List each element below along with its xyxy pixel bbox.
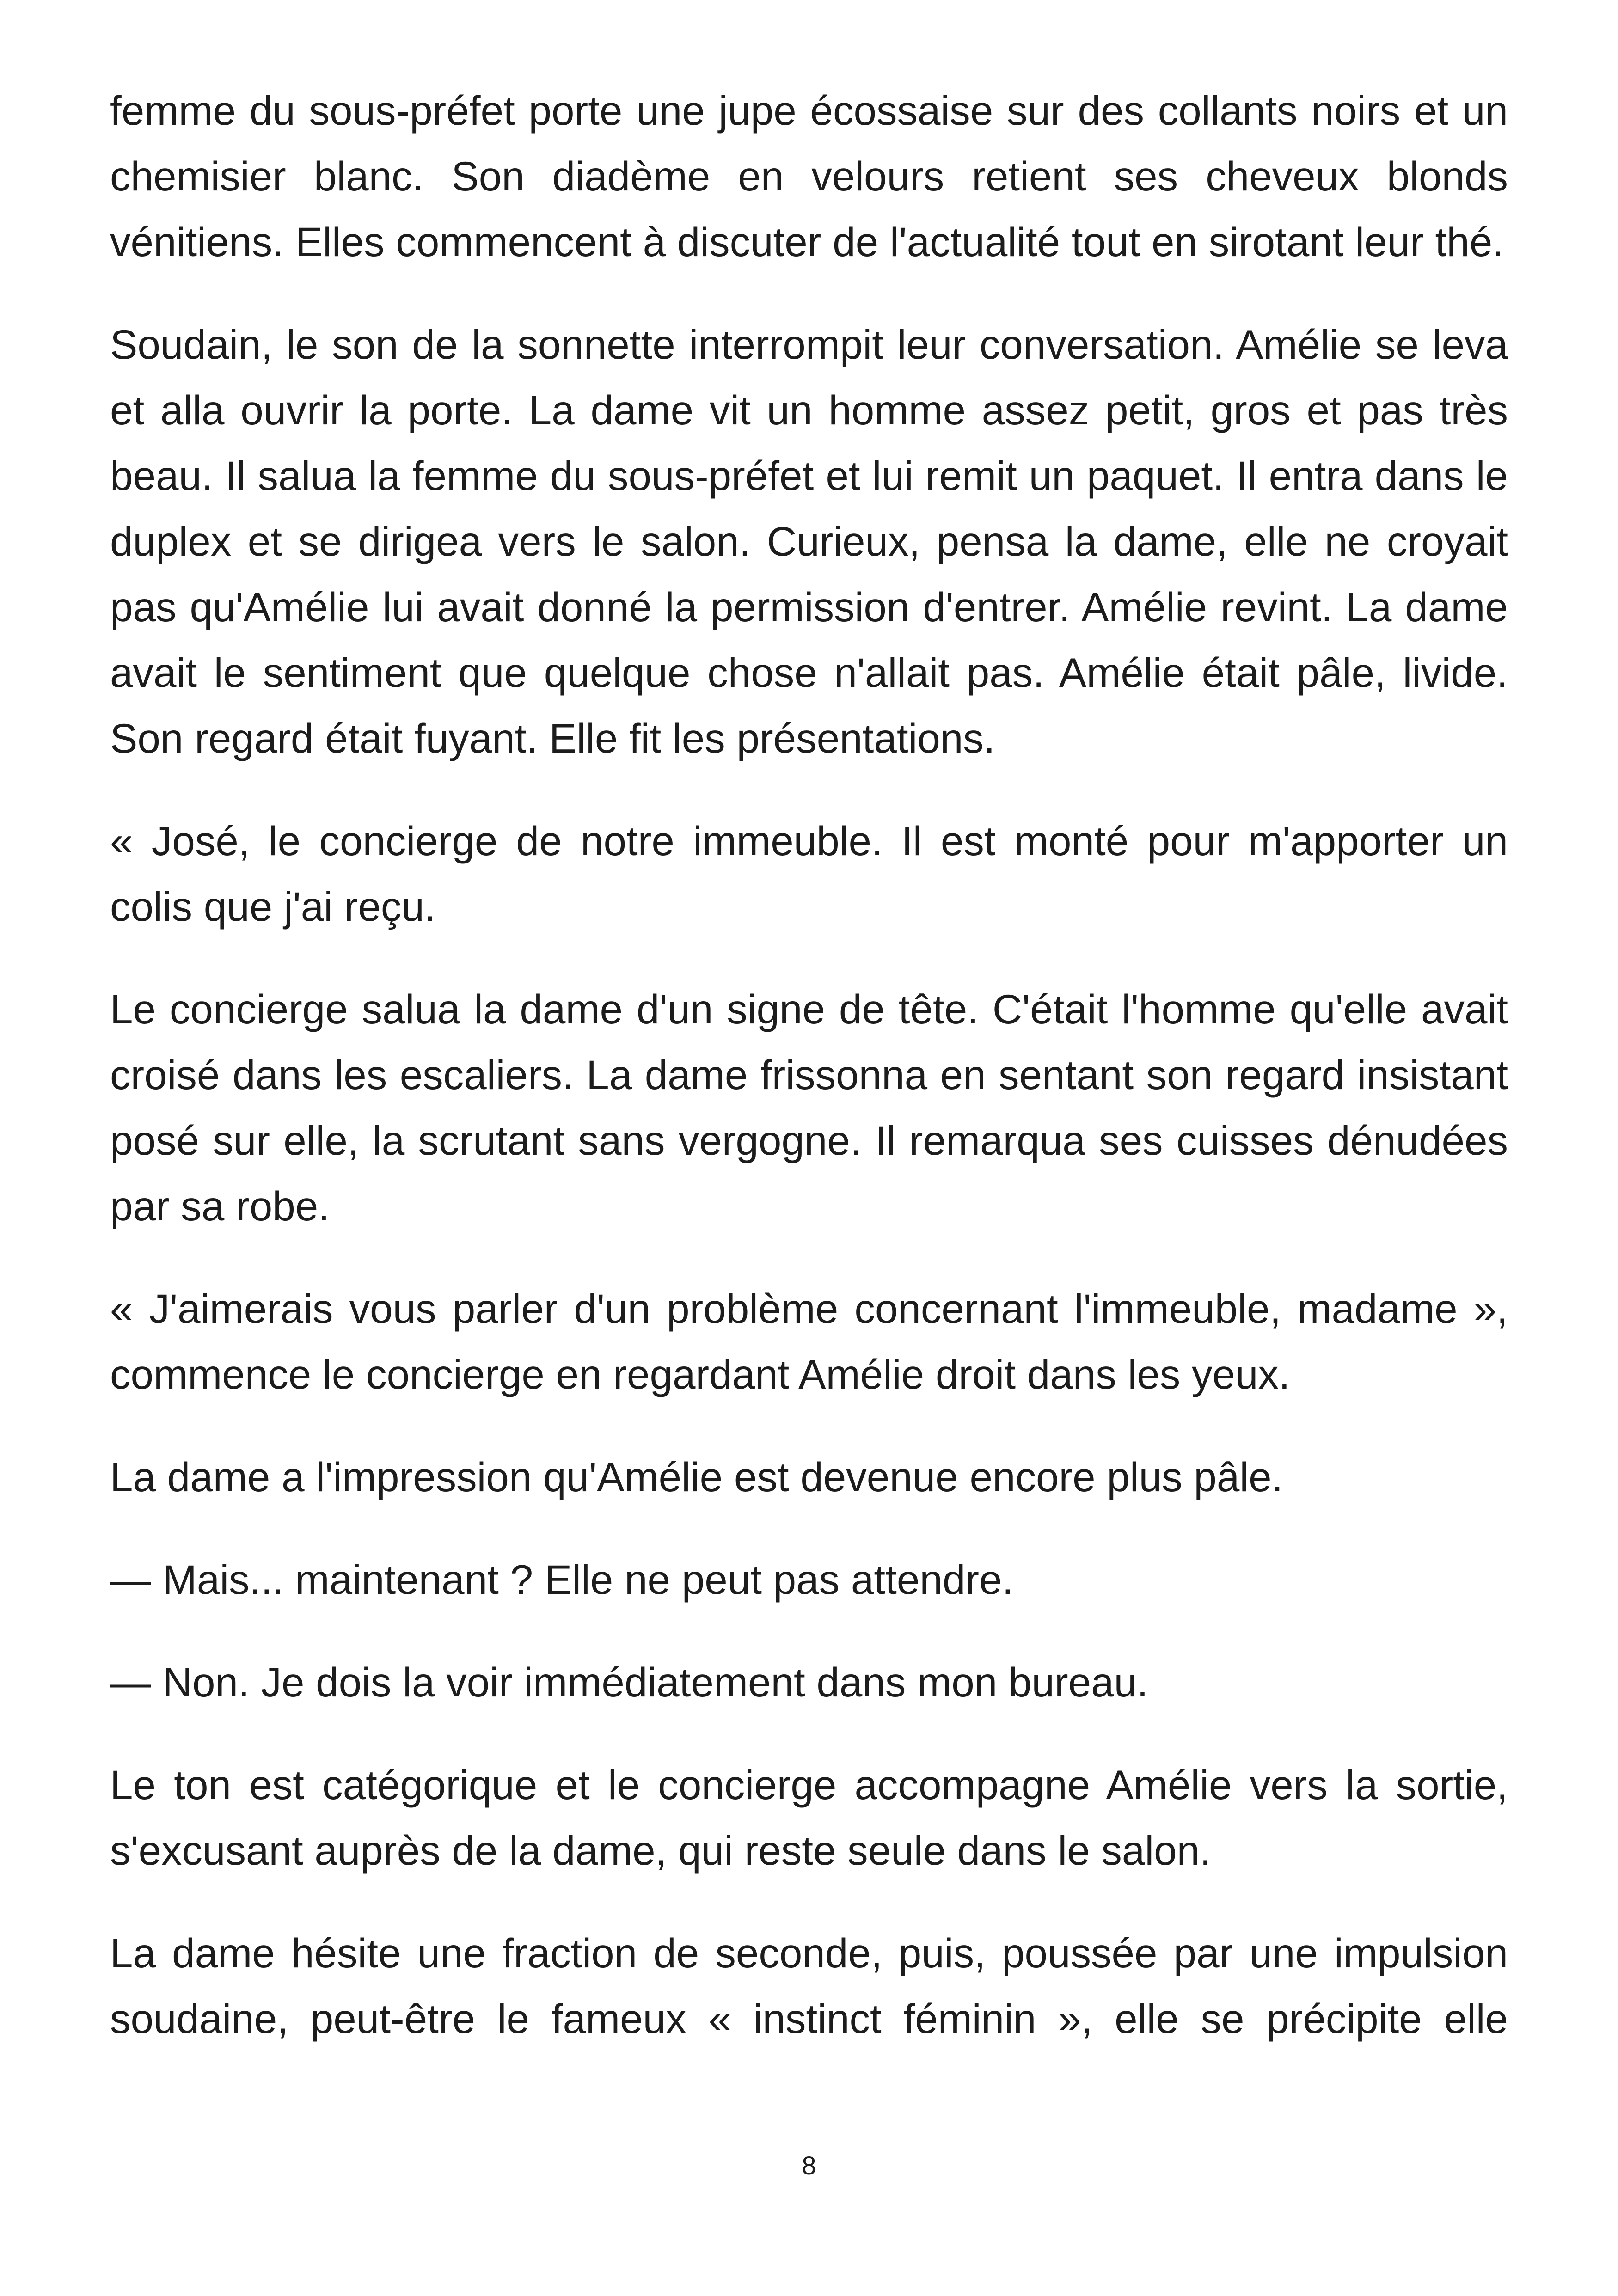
paragraph: « J'aimerais vous parler d'un problème concernant l'immeuble, madame », commence le concierge en regardant Amélie droit dans les yeux. xyxy=(110,1286,1508,1397)
paragraph: Le ton est catégorique et le concierge accompagne Amélie vers la sortie, s'excusant auprès de la dame, qui reste seule dans le salon. xyxy=(110,1762,1508,1874)
paragraph: La dame a l'impression qu'Amélie est devenue encore plus pâle. xyxy=(110,1454,1283,1500)
paragraph: femme du sous-préfet porte une jupe écossaise sur des collants noirs et un chemisier blanc. Son diadème en velours retient ses cheveux blonds vénitiens. Elles commencent à discuter de l'actualité tout en sirotant leur thé. xyxy=(110,87,1508,265)
paragraph: La dame hésite une fraction de seconde, puis, poussée par une impulsion soudaine, peut-être le fameux « instinct féminin », elle se précipite elle xyxy=(110,1930,1508,2042)
paragraph: Le concierge salua la dame d'un signe de tête. C'était l'homme qu'elle avait croisé dans les escaliers. La dame frissonna en sentant son regard insistant posé sur elle, la scrutant sans vergogne. Il remarqua ses cuisses dénudées par sa robe. xyxy=(110,986,1508,1229)
paragraph: « José, le concierge de notre immeuble. Il est monté pour m'apporter un colis que j'ai reçu. xyxy=(110,818,1508,930)
body-text xyxy=(110,78,1508,2051)
dialogue-line: — Non. Je dois la voir immédiatement dans mon bureau. xyxy=(110,1659,1148,1705)
page-number: 8 xyxy=(802,2151,816,2180)
paragraph: Soudain, le son de la sonnette interrompit leur conversation. Amélie se leva et alla ouvrir la porte. La dame vit un homme assez petit, gros et pas très beau. Il salua la femme du sous-préfet et lui remit un paquet. Il entra dans le duplex et se dirigea vers le salon. Curieux, pensa la dame, elle ne croyait pas qu'Amélie lui avait donné la permission d'entrer. Amélie revint. La dame avait le sentiment que quelque chose n'allait pas. Amélie était pâle, livide. Son regard était fuyant. Elle fit les présentations. xyxy=(110,321,1508,761)
dialogue-line: — Mais... maintenant ? Elle ne peut pas attendre. xyxy=(110,1556,1014,1603)
